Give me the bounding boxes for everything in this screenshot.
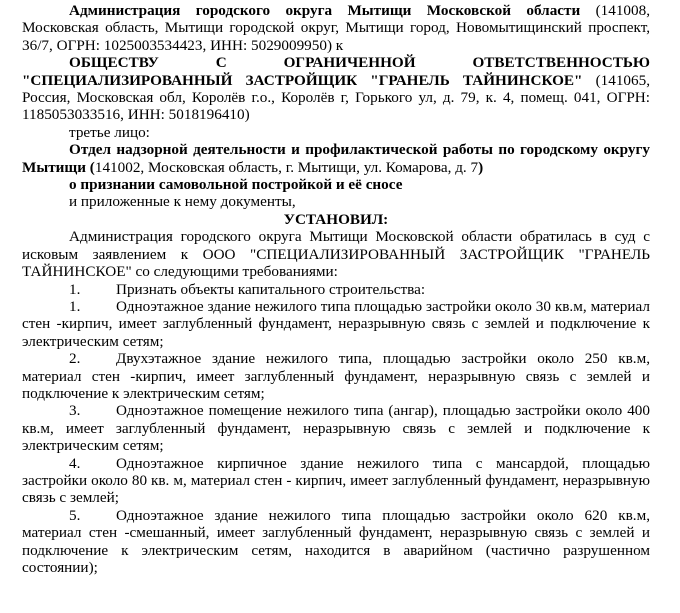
defendant-name: ОБЩЕСТВУ С ОГРАНИЧЕННОЙ ОТВЕТСТВЕННОСТЬЮ "СПЕЦИАЛИЗИРОВАННЫЙ ЗАСТРОЙЩИК "ГРАНЕЛЬ ТАЙНИНСКОЕ" (22, 54, 650, 89)
intro-paragraph: Администрация городского округа Мытищи Московской области обратилась в суд с исковым заявлением к ООО "СПЕЦИАЛИЗИРОВАННЫЙ ЗАСТРОЙЩИК "ГРАНЕЛЬ ТАЙНИНСКОЕ" со следующими требованиями: (22, 228, 650, 281)
list-item-number: 2. (69, 350, 81, 368)
list-item-text: Одноэтажное помещение нежилого типа (ангар), площадью застройки около 400 кв.м, имеет заглубленный фундамент, неразрывную связь с землей и подключение к электрическим сетям; (22, 402, 650, 455)
third-party-paragraph (22, 141, 650, 176)
third-party-details: 141002, Московская область, г. Мытищи, ул. Комарова, д. 7 (94, 158, 479, 176)
defendant-details: (141065, Россия, Московская обл, Королёв г.о., Королёв г, Горького ул, д. 79, к. 4, помещ. 041, ОГРН: 1185053033516, ИНН: 5018196410) (22, 71, 651, 124)
document-page (22, 0, 650, 576)
list-item-number: 1. (69, 280, 81, 298)
list-item-number: 3. (69, 402, 81, 420)
list-item (22, 350, 650, 402)
list-item (22, 298, 650, 350)
claims-list (22, 281, 650, 577)
list-item-text: Двухэтажное здание нежилого типа, площадью застройки около 250 кв.м, материал стен -кирпич, имеет заглубленный фундамент, неразрывную связь с землей и подключение к электрическим сетям; (22, 350, 650, 402)
plaintiff-name: Администрация городского округа Мытищи Московской области (69, 2, 581, 19)
list-item-text: Одноэтажное здание нежилого типа площадью застройки около 620 кв.м, материал стен -смешанный, имеет заглубленный фундамент, неразрывную связь с землей и подключение к электрическим сетям, находится в аварийном (частично разрушенном состоянии); (22, 506, 650, 576)
plaintiff-paragraph (22, 2, 650, 54)
list-item-number: 4. (69, 454, 81, 472)
list-item-text: Одноэтажное кирпичное здание нежилого типа с мансардой, площадью застройки около 80 кв. м, материал стен - кирпич, имеет заглубленный фундамент, неразрывную связь с землей; (22, 454, 650, 507)
third-party-close: ) (478, 158, 484, 176)
list-item-text: Признать объекты капитального строительства: (116, 280, 426, 298)
plaintiff-details: (141008, Московская область, Мытищи городской округ, Мытищи город, Новомытищинский проспект, 36/7, ОГРН: 1025003534423, ИНН: 5029009950) к (22, 2, 651, 54)
list-item (22, 281, 650, 298)
list-item (22, 402, 650, 454)
list-item-number: 1. (69, 297, 81, 315)
third-party-name: Отдел надзорной деятельности и профилактической работы по городскому округу Мытищи ( (22, 141, 650, 176)
third-party-label: третье лицо: (69, 123, 150, 141)
list-item (22, 507, 650, 577)
list-item-text: Одноэтажное здание нежилого типа площадью застройки около 30 кв.м, материал стен -кирпич, имеет заглубленный фундамент, неразрывную связь с землей и подключение к электрическим сетям; (22, 297, 650, 350)
section-heading: УСТАНОВИЛ: (283, 210, 389, 228)
attachments-line: и приложенные к нему документы, (69, 193, 296, 211)
claim-subject: о признании самовольной постройкой и её сносе (69, 176, 403, 194)
defendant-paragraph (22, 54, 650, 124)
list-item (22, 455, 650, 507)
list-item-number: 5. (69, 506, 81, 524)
